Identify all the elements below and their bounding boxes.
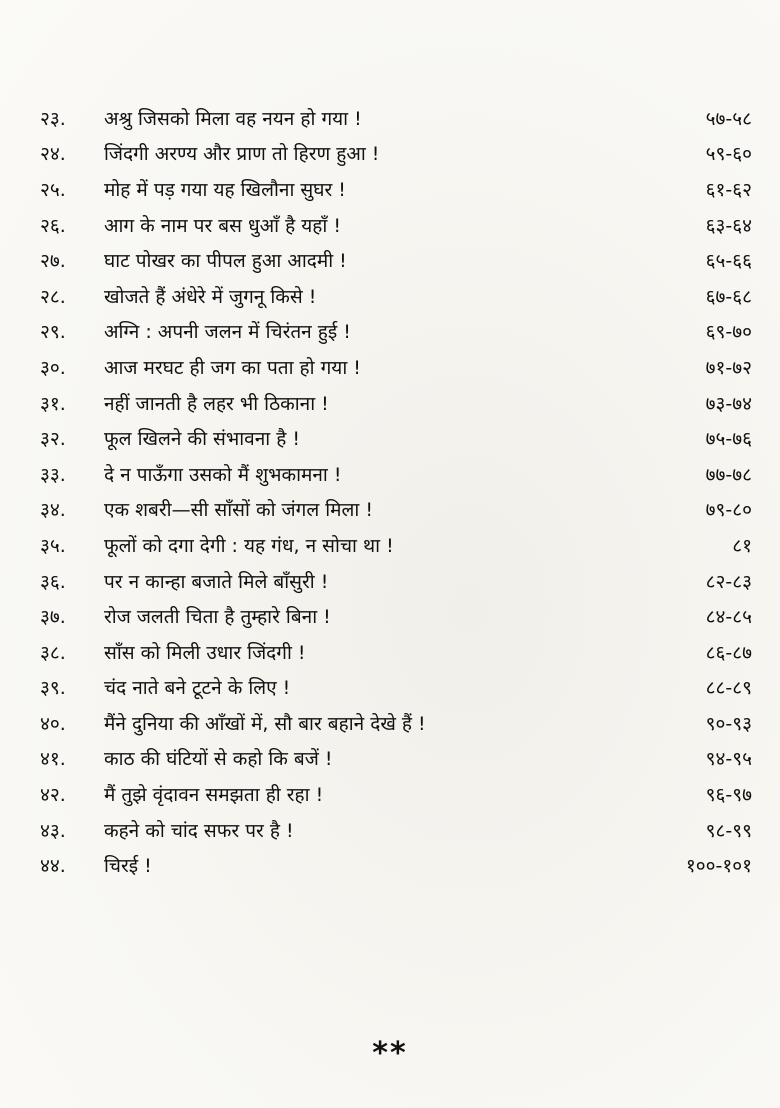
toc-row	[40, 278, 752, 314]
toc-row	[40, 705, 752, 741]
entry-title: अग्नि : अपनी जलन में चिरंतन हुई !	[104, 321, 351, 344]
toc-row	[40, 847, 752, 883]
entry-pages: ६५-६६	[705, 250, 752, 273]
entry-number: २६.	[40, 214, 66, 237]
entry-title: घाट पोखर का पीपल हुआ आदमी !	[104, 250, 347, 273]
entry-pages: ७९-८०	[705, 499, 752, 522]
entry-number: २५.	[40, 178, 66, 201]
entry-pages: ७१-७२	[705, 356, 752, 379]
entry-pages: १००-१०१	[685, 855, 752, 878]
entry-pages: ७७-७८	[705, 463, 752, 486]
entry-number: २३.	[40, 107, 66, 130]
toc-row	[40, 741, 752, 777]
entry-pages: ५७-५८	[705, 107, 752, 130]
entry-pages: ८१	[732, 534, 752, 557]
toc-row	[40, 242, 752, 278]
toc-row	[40, 812, 752, 848]
entry-number: ३०.	[40, 356, 66, 379]
toc-row	[40, 420, 752, 456]
entry-number: ४३.	[40, 819, 66, 842]
entry-pages: ६१-६२	[705, 178, 752, 201]
toc-row	[40, 670, 752, 706]
entry-number: ४२.	[40, 784, 66, 807]
entry-title: मोह में पड़ गया यह खिलौना सुघर !	[104, 178, 346, 201]
entry-pages: ६३-६४	[705, 214, 752, 237]
toc-row	[40, 456, 752, 492]
entry-number: ३२.	[40, 428, 66, 451]
entry-title: एक शबरी—सी साँसों को जंगल मिला !	[104, 499, 373, 522]
entry-number: ४१.	[40, 748, 66, 771]
entry-pages: ७५-७६	[705, 428, 752, 451]
entry-pages: ९६-९७	[705, 784, 752, 807]
toc-row	[40, 100, 752, 136]
toc-row	[40, 563, 752, 599]
entry-title: साँस को मिली उधार जिंदगी !	[104, 641, 306, 664]
toc-row	[40, 385, 752, 421]
entry-title: खोजते हैं अंधेरे में जुगनू किसे !	[104, 285, 317, 308]
entry-title: चंद नाते बने टूटने के लिए !	[104, 677, 291, 700]
end-mark: **	[372, 1036, 408, 1071]
entry-title: कहने को चांद सफर पर है !	[104, 819, 294, 842]
toc-row	[40, 136, 752, 172]
entry-pages: ९८-९९	[705, 819, 752, 842]
entry-title: नहीं जानती है लहर भी ठिकाना !	[104, 392, 329, 415]
entry-number: ३१.	[40, 392, 66, 415]
toc-row	[40, 207, 752, 243]
entry-title: मैंने दुनिया की आँखों में, सौ बार बहाने देखे हैं !	[104, 712, 426, 735]
toc-row	[40, 634, 752, 670]
toc-row	[40, 776, 752, 812]
entry-number: २४.	[40, 143, 66, 166]
entry-pages: ६७-६८	[705, 285, 752, 308]
entry-number: ३९.	[40, 677, 66, 700]
toc-row	[40, 598, 752, 634]
toc-row	[40, 492, 752, 528]
entry-title: जिंदगी अरण्य और प्राण तो हिरण हुआ !	[104, 143, 380, 166]
entry-number: ४०.	[40, 712, 66, 735]
entry-pages: ८६-८७	[705, 641, 752, 664]
toc-row	[40, 314, 752, 350]
entry-title: फूल खिलने की संभावना है !	[104, 428, 300, 451]
entry-number: ४४.	[40, 855, 66, 878]
entry-number: २७.	[40, 250, 66, 273]
entry-title: आज मरघट ही जग का पता हो गया !	[104, 356, 361, 379]
entry-pages: ५९-६०	[705, 143, 752, 166]
entry-pages: ८८-८९	[705, 677, 752, 700]
entry-title: फूलों को दगा देगी : यह गंध, न सोचा था !	[104, 534, 394, 557]
toc-row	[40, 527, 752, 563]
entry-number: ३४.	[40, 499, 66, 522]
entry-number: ३६.	[40, 570, 66, 593]
entry-pages: ९४-९५	[705, 748, 752, 771]
entry-number: ३७.	[40, 606, 66, 629]
table-of-contents	[40, 100, 752, 883]
entry-title: अश्रु जिसको मिला वह नयन हो गया !	[104, 107, 362, 130]
entry-title: मैं तुझे वृंदावन समझता ही रहा !	[104, 784, 324, 807]
entry-title: दे न पाऊँगा उसको मैं शुभकामना !	[104, 463, 342, 486]
entry-title: चिरई !	[104, 855, 152, 878]
entry-number: ३५.	[40, 534, 66, 557]
entry-title: पर न कान्हा बजाते मिले बाँसुरी !	[104, 570, 329, 593]
entry-number: २९.	[40, 321, 66, 344]
toc-row	[40, 171, 752, 207]
entry-title: काठ की घंटियों से कहो कि बजें !	[104, 748, 333, 771]
entry-number: ३८.	[40, 641, 66, 664]
entry-pages: ८४-८५	[705, 606, 752, 629]
toc-row	[40, 349, 752, 385]
entry-pages: ६९-७०	[705, 321, 752, 344]
entry-number: ३३.	[40, 463, 66, 486]
entry-number: २८.	[40, 285, 66, 308]
entry-title: रोज जलती चिता है तुम्हारे बिना !	[104, 606, 331, 629]
entry-pages: ७३-७४	[705, 392, 752, 415]
entry-pages: ८२-८३	[705, 570, 752, 593]
entry-pages: ९०-९३	[705, 712, 752, 735]
entry-title: आग के नाम पर बस धुआँ है यहाँ !	[104, 214, 341, 237]
